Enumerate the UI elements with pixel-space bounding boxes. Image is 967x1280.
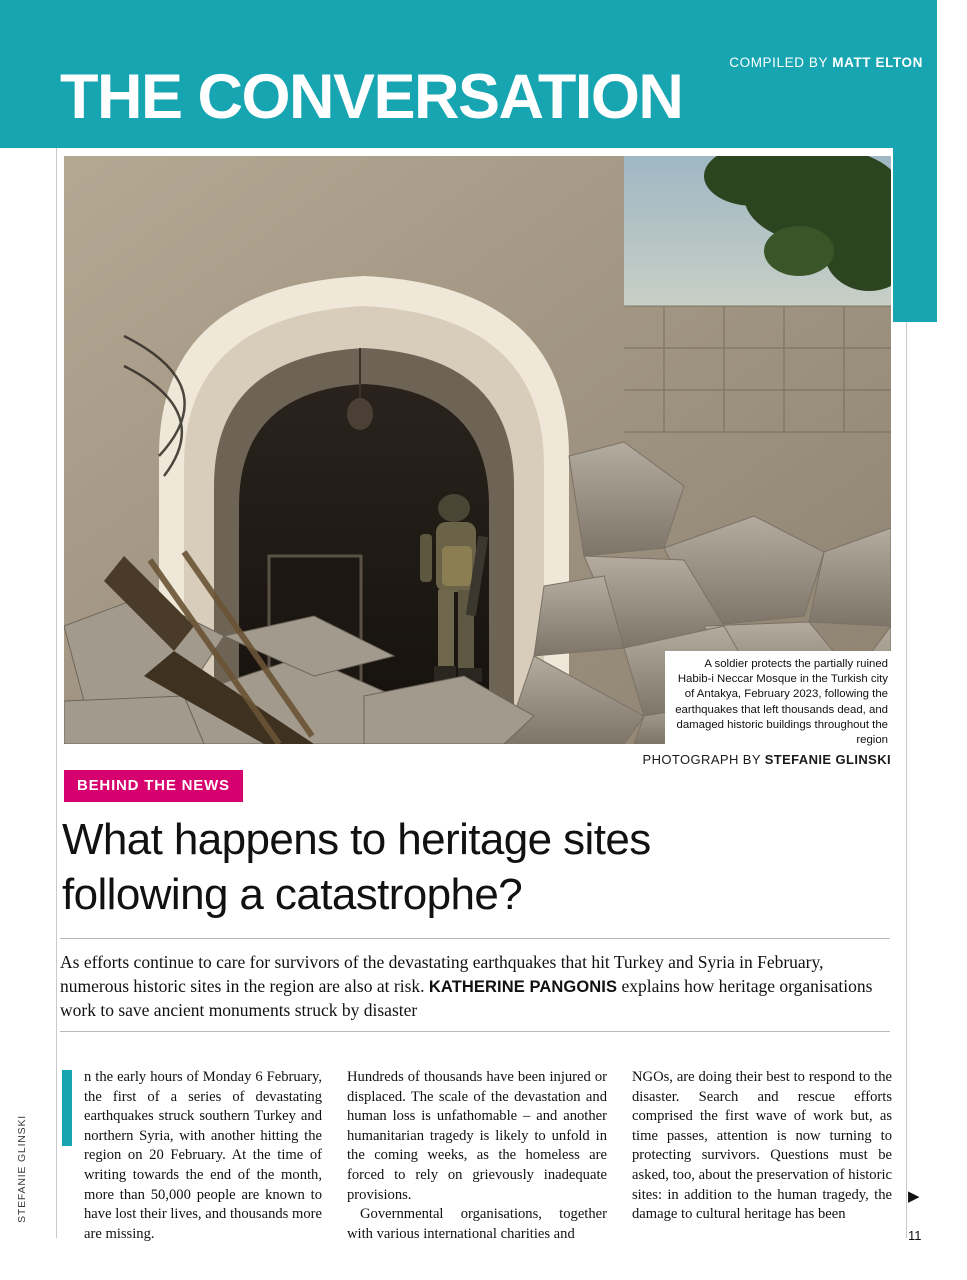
right-column-rule [906,322,907,1238]
headline-line-1: What happens to heritage sites [62,815,651,864]
standfirst [60,951,892,1023]
standfirst-text-2: explains how heritage organisations work to save ancient monuments struck by disaster [60,975,873,1020]
side-photo-credit: STEFANIE GLINSKI [16,1115,28,1223]
photo-credit-name: STEFANIE GLINSKI [764,752,891,767]
photo-caption: A soldier protects the partially ruined Habib-i Neccar Mosque in the Turkish city of Antakya, February 2023, following the earthquakes that left thousands dead, and damaged historic buildings throughout the region [665,651,891,744]
headline-line-2: following a catastrophe? [62,870,523,919]
standfirst-text-1: As efforts continue to care for survivors of the devastating earthquakes that hit Turkey and Syria in February, numerous historic sites in the region are also at risk. [60,952,824,996]
next-page-arrow-icon: ▶ [908,1189,920,1205]
author-byline: KATHERINE PANGONIS [428,977,618,996]
section-title: THE CONVERSATION [60,62,683,132]
standfirst-rule-top [60,938,890,939]
headline [62,812,892,922]
body-column-1 [62,1068,322,1244]
body-paragraph: NGOs, are doing their best to respond to the disaster. Search and rescue efforts comprised the first wave of work but, as time passes, attention is now turning to protecting survivors. Questions must be asked, too, about the preservation of historic sites: in addition to the human tragedy, the damage to cultural heritage has been [632,1069,892,1223]
body-paragraph: Governmental organisations, together with various international charities and [347,1206,607,1242]
kicker-badge: BEHIND THE NEWS [64,770,243,802]
photo-credit-label: PHOTOGRAPH BY [642,752,765,767]
standfirst-rule-bottom [60,1031,890,1032]
compiled-by-name: MATT ELTON [832,55,923,70]
masthead-side-band [893,0,937,322]
body-paragraph: n the early hours of Monday 6 February, the first of a series of devastating earthquakes struck southern Turkey and northern Syria, with another hitting the region on 20 February. At the time of writing towards the end of the month, more than 50,000 people are known to have lost their lives, and thousands more are missing. [84,1069,322,1242]
compiled-by-line [729,55,923,70]
left-column-rule [56,148,57,1238]
body-column-3 [632,1068,892,1244]
photo-credit [600,752,891,767]
body-column-2 [347,1068,607,1244]
compiled-by-label: COMPILED BY [729,55,833,70]
page-number: 11 [908,1228,922,1243]
body-paragraph: Hundreds of thousands have been injured or displaced. The scale of the devastation and human loss is unfathomable – and another humanitarian tragedy is likely to unfold in the coming weeks, as the homeless are forced to rely on grievously inadequate provisions. [347,1069,607,1203]
dropcap-bar [62,1070,72,1146]
body-columns [62,1068,892,1244]
